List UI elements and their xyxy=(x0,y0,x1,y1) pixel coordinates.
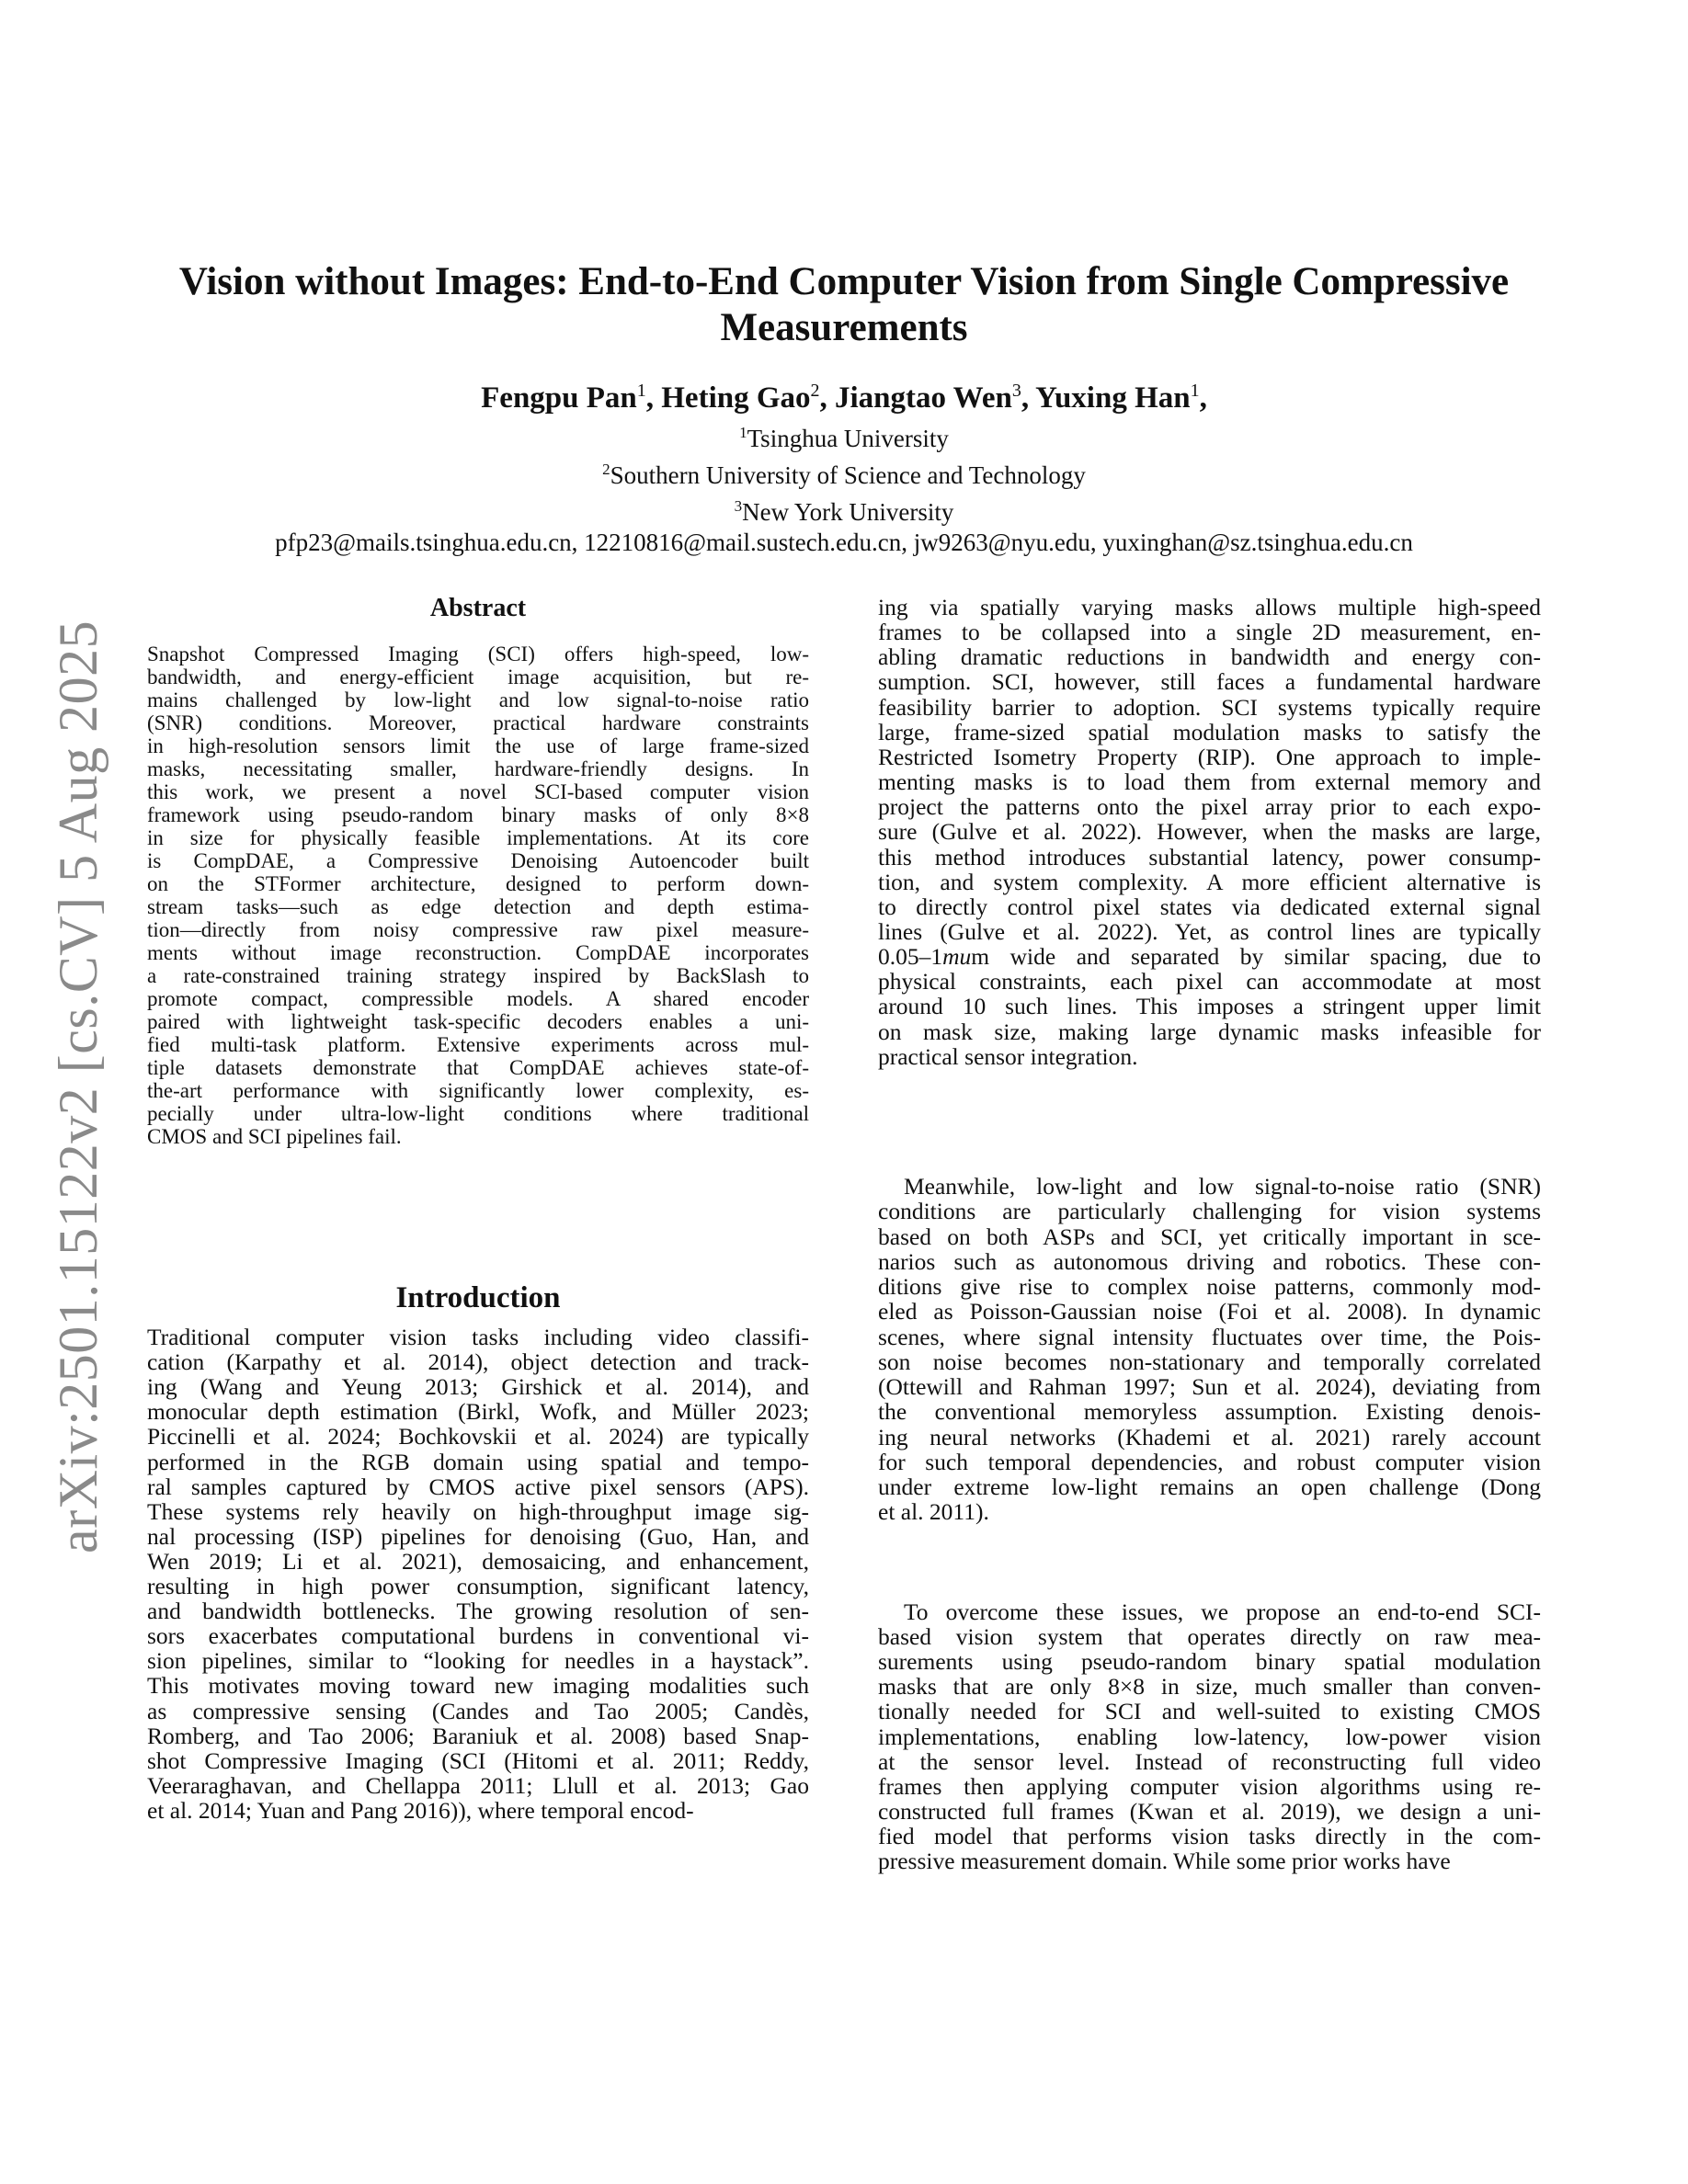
text-line: Veeraraghavan, and Chellappa 2011; Llull et al. 2013; Gao xyxy=(147,1771,809,1799)
text-line: son noise becomes non-stationary and temporally correlated xyxy=(878,1348,1541,1375)
text-line: based on both ASPs and SCI, yet critically important in sce- xyxy=(878,1223,1541,1250)
author-affiliation-mark: 1 xyxy=(1190,381,1200,401)
text-line: Snapshot Compressed Imaging (SCI) offers high-speed, low- xyxy=(147,643,809,665)
text-line: To overcome these issues, we propose an end-to-end SCI- xyxy=(904,1598,1541,1625)
author-emails: pfp23@mails.tsinghua.edu.cn, 12210816@mail.sustech.edu.cn, jw9263@nyu.edu, yuxinghan@sz.tsinghua.edu.cn xyxy=(275,529,1413,556)
author-separator: , xyxy=(819,381,836,415)
text-line: monocular depth estimation (Birkl, Wofk, and Müller 2023; xyxy=(147,1398,809,1426)
text-line: nal processing (ISP) pipelines for denoising (Guo, Han, and xyxy=(147,1522,809,1550)
text-line: This motivates moving toward new imaging modalities such xyxy=(147,1672,809,1700)
text-line: bandwidth, and energy-efficient image acquisition, but re- xyxy=(147,665,809,688)
text-line: based vision system that operates directly on raw mea- xyxy=(878,1623,1541,1651)
text-line: tionally needed for SCI and well-suited to existing CMOS xyxy=(878,1698,1541,1725)
text-line: Traditional computer vision tasks including video classifi- xyxy=(147,1324,809,1350)
text-line: project the patterns onto the pixel array prior to each expo- xyxy=(878,793,1541,821)
text-line: sumption. SCI, however, still faces a fundamental hardware xyxy=(878,668,1541,696)
author-separator: , xyxy=(1021,381,1036,415)
text-line: framework using pseudo-random binary masks of only 8×8 xyxy=(147,803,809,826)
text-line: ing via spatially varying masks allows multiple high-speed xyxy=(878,594,1541,620)
text-line: the-art performance with significantly lower complexity, es- xyxy=(147,1079,809,1102)
text-line: physical constraints, each pixel can accommodate at most xyxy=(878,968,1541,995)
text-line: tion—directly from noisy compressive raw pixel measure- xyxy=(147,918,809,941)
author-affiliation-mark: 1 xyxy=(636,381,646,401)
text-line: this work, we present a novel SCI-based computer vision xyxy=(147,780,809,803)
text-line: ing (Wang and Yeung 2013; Girshick et al. 2014), and xyxy=(147,1373,809,1401)
text-line: sion pipelines, similar to “looking for needles in a haystack”. xyxy=(147,1647,809,1675)
affiliation-3: $^3$New York University xyxy=(734,497,954,526)
text-line: around 10 such lines. This imposes a stringent upper limit xyxy=(878,993,1541,1020)
text-line: masks, necessitating smaller, hardware-friendly designs. In xyxy=(147,757,809,780)
text-line: surements using pseudo-random binary spatial modulation xyxy=(878,1648,1541,1676)
text-line: conditions are particularly challenging for vision systems xyxy=(878,1198,1541,1225)
text-line: feasibility barrier to adoption. SCI systems typically require xyxy=(878,693,1541,721)
text-line: ing neural networks (Khademi et al. 2021) rarely account xyxy=(878,1423,1541,1450)
text-line: paired with lightweight task-specific decoders enables a uni- xyxy=(147,1010,809,1033)
text-line: sors exacerbates computational burdens in conventional vi- xyxy=(147,1622,809,1650)
text-line: scenes, where signal intensity fluctuates over time, the Pois- xyxy=(878,1323,1541,1350)
text-line: to directly control pixel states via dedicated external signal xyxy=(878,893,1541,920)
text-line: abling dramatic reductions in bandwidth and energy con- xyxy=(878,643,1541,671)
text-line: at the sensor level. Instead of reconstructing full video xyxy=(878,1747,1541,1775)
text-line: stream tasks—such as edge detection and depth estima- xyxy=(147,895,809,918)
text-line: These systems rely heavily on high-throughput image sig- xyxy=(147,1497,809,1525)
text-line: tiple datasets demonstrate that CompDAE achieves state-of- xyxy=(147,1056,809,1079)
text-line: practical sensor integration. xyxy=(878,1042,1138,1070)
text-line: (Ottewill and Rahman 1997; Sun et al. 2024), deviating from xyxy=(878,1373,1541,1400)
author-affiliation-mark: 3 xyxy=(1011,381,1021,401)
paper-title-line-2: Measurements xyxy=(720,306,968,349)
text-line: resulting in high power consumption, significant latency, xyxy=(147,1573,809,1599)
text-line: is CompDAE, a Compressive Denoising Autoencoder built xyxy=(147,849,809,872)
text-line: Meanwhile, low-light and low signal-to-noise ratio (SNR) xyxy=(904,1173,1541,1200)
text-line: on mask size, making large dynamic masks infeasible for xyxy=(878,1018,1541,1045)
text-line: frames then applying computer vision algorithms using re- xyxy=(878,1772,1541,1800)
text-line: under extreme low-light remains an open challenge (Dong xyxy=(878,1473,1541,1500)
paper-title-line-1: Vision without Images: End-to-End Computer Vision from Single Compressive xyxy=(178,260,1510,303)
text-line: lines (Gulve et al. 2022). Yet, as control lines are typically xyxy=(878,917,1541,945)
text-line: as compressive sensing (Candes and Tao 2005; Candès, xyxy=(147,1697,809,1724)
author-name: Heting Gao xyxy=(661,381,811,415)
paper-title xyxy=(129,259,1559,351)
text-line: this method introduces substantial latency, power consump- xyxy=(878,843,1541,870)
text-line: Wen 2019; Li et al. 2021), demosaicing, and enhancement, xyxy=(147,1547,809,1575)
text-line: ral samples captured by CMOS active pixel sensors (APS). xyxy=(147,1473,809,1500)
text-line: large, frame-sized spatial modulation masks to satisfy the xyxy=(878,718,1541,745)
text-line: 0.05–1mum wide and separated by similar spacing, due to xyxy=(878,943,1541,971)
text-line: Piccinelli et al. 2024; Bochkovskii et al. 2024) are typically xyxy=(147,1423,809,1450)
text-line: ditions give rise to complex noise patterns, commonly mod- xyxy=(878,1273,1541,1300)
text-line: a rate-constrained training strategy inspired by BackSlash to xyxy=(147,964,809,987)
text-line: frames to be collapsed into a single 2D measurement, en- xyxy=(878,619,1541,646)
text-line: on the STFormer architecture, designed to perform down- xyxy=(147,872,809,895)
text-line: fied model that performs vision tasks directly in the com- xyxy=(878,1822,1541,1849)
text-line: Romberg, and Tao 2006; Baraniuk et al. 2008) based Snap- xyxy=(147,1722,809,1749)
affiliations xyxy=(129,417,1559,558)
text-line: tion, and system complexity. A more efficient alternative is xyxy=(878,868,1541,895)
text-line: et al. 2011). xyxy=(878,1498,989,1526)
arxiv-identifier-stamp: arXiv:2501.15122v2 [cs.CV] 5 Aug 2025 xyxy=(48,620,108,1553)
text-line: fied multi-task platform. Extensive experiments across mul- xyxy=(147,1033,809,1056)
text-line: the conventional memoryless assumption. Existing denois- xyxy=(878,1398,1541,1426)
author-name: Jiangtao Wen xyxy=(835,381,1012,415)
text-line: ments without image reconstruction. CompDAE incorporates xyxy=(147,941,809,964)
text-line: masks that are only 8×8 in size, much smaller than conven- xyxy=(878,1673,1541,1701)
text-line: promote compact, compressible models. A shared encoder xyxy=(147,987,809,1010)
author-separator: , xyxy=(1199,381,1207,415)
text-line: performed in the RGB domain using spatial and tempo- xyxy=(147,1448,809,1475)
text-line: Restricted Isometry Property (RIP). One approach to imple- xyxy=(878,743,1541,770)
text-line: constructed full frames (Kwan et al. 2019), we design a uni- xyxy=(878,1797,1541,1825)
text-line: mains challenged by low-light and low signal-to-noise ratio xyxy=(147,688,809,711)
author-name: Yuxing Han xyxy=(1035,381,1191,415)
text-line: CMOS and SCI pipelines fail. xyxy=(147,1125,402,1148)
affiliation-2: $^2$Southern University of Science and Technology xyxy=(602,461,1086,489)
text-line: cation (Karpathy et al. 2014), object detection and track- xyxy=(147,1348,809,1376)
text-line: narios such as autonomous driving and robotics. These con- xyxy=(878,1247,1541,1275)
author-list xyxy=(129,370,1559,418)
text-line: (SNR) conditions. Moreover, practical hardware constraints xyxy=(147,711,809,734)
text-line: shot Compressive Imaging (SCI (Hitomi et al. 2011; Reddy, xyxy=(147,1746,809,1774)
text-line: eled as Poisson-Gaussian noise (Foi et al. 2008). In dynamic xyxy=(878,1298,1541,1325)
text-line: pecially under ultra-low-light conditions where traditional xyxy=(147,1102,809,1125)
introduction-heading: Introduction xyxy=(395,1281,561,1314)
text-line: menting masks is to load them from external memory and xyxy=(878,768,1541,796)
author-affiliation-mark: 2 xyxy=(810,381,820,401)
text-line: in high-resolution sensors limit the use of large frame-sized xyxy=(147,734,809,757)
text-line: et al. 2014; Yuan and Pang 2016)), where temporal encod- xyxy=(147,1796,694,1824)
abstract-heading: Abstract xyxy=(429,594,527,622)
author-name: Fengpu Pan xyxy=(481,381,637,415)
text-line: sure (Gulve et al. 2022). However, when the masks are large, xyxy=(878,818,1541,846)
text-line: and bandwidth bottlenecks. The growing resolution of sen- xyxy=(147,1598,809,1625)
author-separator: , xyxy=(645,381,662,415)
text-line: implementations, enabling low-latency, low-power vision xyxy=(878,1723,1541,1750)
affiliation-1: $^1$Tsinghua University xyxy=(739,424,949,452)
text-line: pressive measurement domain. While some prior works have xyxy=(878,1848,1451,1874)
text-line: for such temporal dependencies, and robust computer vision xyxy=(878,1448,1541,1475)
text-line: in size for physically feasible implementations. At its core xyxy=(147,826,809,849)
